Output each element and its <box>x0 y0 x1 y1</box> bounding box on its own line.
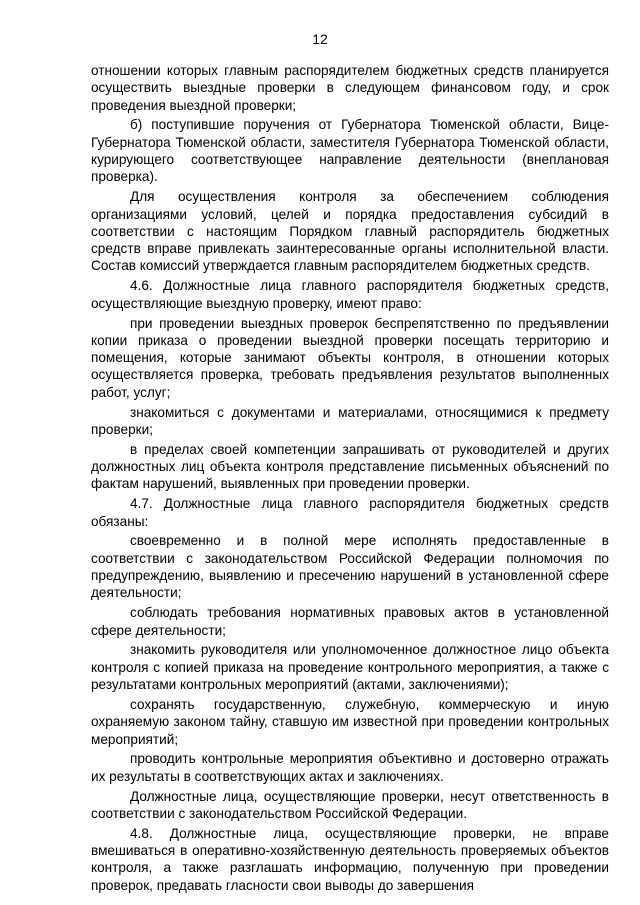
paragraph-duty-timely: своевременно и в полной мере исполнять предоставленные в соответствии с законодательством Российской Федерации полномочия по предупреждению, выявлению и пресечению нарушений в установленной сфере деятельности; <box>91 533 609 601</box>
paragraph-continuation: отношении которых главным распорядителем бюджетных средств планируется осуществить выездные проверки в следующем финансовом году, и срок проведения выездной проверки; <box>91 63 609 113</box>
paragraph-duty-objective: проводить контрольные мероприятия объективно и достоверно отражать их результаты в соответствующих актах и заключениях. <box>91 751 609 784</box>
paragraph-right-request: в пределах своей компетенции запрашивать от руководителей и других должностных лиц объекта контроля представление письменных объяснений по фактам нарушений, выявленных при проведении проверки. <box>91 441 609 492</box>
page-number: 12 <box>312 31 328 47</box>
paragraph-section-4-7: 4.7. Должностные лица главного распорядителя бюджетных средств обязаны: <box>91 496 609 529</box>
document-body <box>91 62 609 897</box>
paragraph-section-4-8: 4.8. Должностные лица, осуществляющие проверки, не вправе вмешиваться в оперативно-хозяйственную деятельность проверяемых объектов контроля, а также разглашать информацию, полученную при проведении проверок, предавать гласности свои выводы до завершения <box>91 825 609 893</box>
paragraph-section-4-6: 4.6. Должностные лица главного распорядителя бюджетных средств, осуществляющие выездную проверку, имеют право: <box>91 278 609 311</box>
paragraph-duty-comply: соблюдать требования нормативных правовых актов в установленной сфере деятельности; <box>91 605 609 638</box>
paragraph-right-documents: знакомиться с документами и материалами, относящимися к предмету проверки; <box>91 404 609 437</box>
paragraph-item-b: б) поступившие поручения от Губернатора Тюменской области, Вице-Губернатора Тюменской области, заместителя Губернатора Тюменской области, курирующего соответствующее направление деятельности (внеплановая проверка). <box>91 117 609 185</box>
paragraph-duty-secrecy: сохранять государственную, служебную, коммерческую и иную охраняемую законом тайну, ставшую им известной при проведении контрольных мероприятий; <box>91 696 609 747</box>
paragraph-duty-inform: знакомить руководителя или уполномоченное должностное лицо объекта контроля с копией приказа на проведение контрольного мероприятия, а также с результатами контрольных мероприятий (актами, заключениями); <box>91 642 609 693</box>
paragraph-right-visit: при проведении выездных проверок беспрепятственно по предъявлении копии приказа о проведении выездной проверки посещать территорию и помещения, которые занимают объекты контроля, в отношении которых осуществляется проверка, требовать предъявления результатов выполненных работ, услуг; <box>91 315 609 400</box>
paragraph-control-commissions: Для осуществления контроля за обеспечением соблюдения организациями условий, целей и порядка предоставления субсидий в соответствии с настоящим Порядком главный распорядитель бюджетных средств вправе привлекать заинтересованные органы исполнительной власти. Состав комиссий утверждается главным распорядителем бюджетных средств. <box>91 189 609 274</box>
paragraph-responsibility: Должностные лица, осуществляющие проверки, несут ответственность в соответствии с законодательством Российской Федерации. <box>91 788 609 821</box>
